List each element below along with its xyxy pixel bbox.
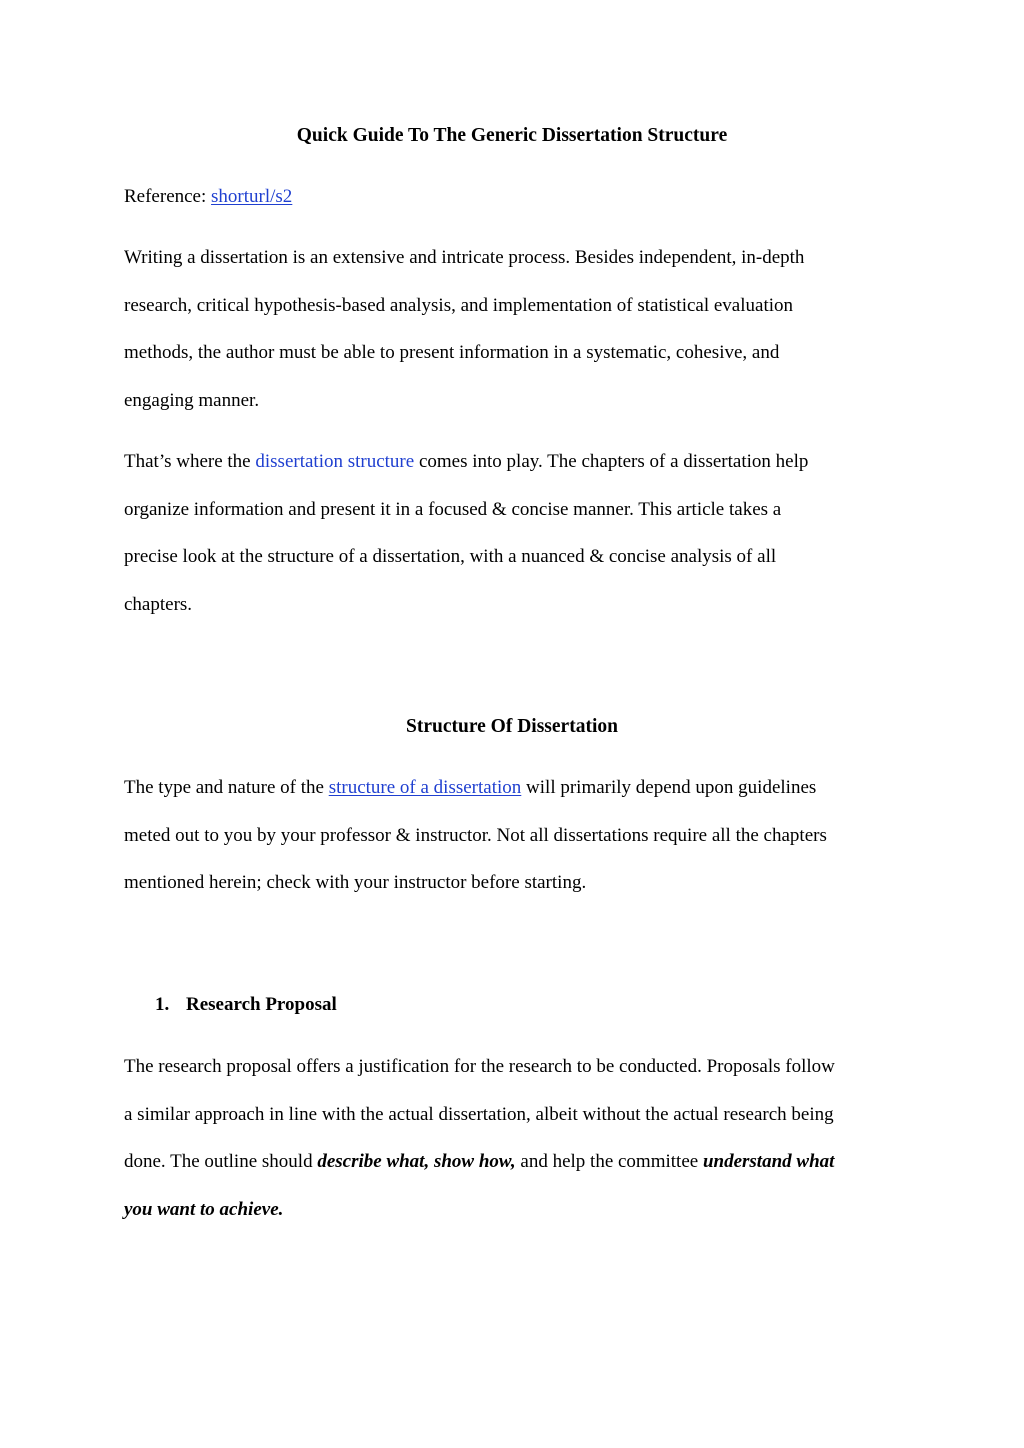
section-heading-text: Research Proposal bbox=[186, 994, 337, 1015]
emphasis-describe-what: describe what, show how, bbox=[317, 1151, 516, 1173]
emphasis-achieve: you want to achieve. bbox=[124, 1198, 284, 1220]
second-line-2: organize information and present it in a focused & concise manner. This article takes a bbox=[124, 498, 782, 520]
structure-line-3: mentioned herein; check with your instructor before starting. bbox=[124, 872, 587, 894]
intro-line-3: methods, the author must be able to present information in a systematic, cohesive, and bbox=[124, 342, 780, 364]
proposal-line-3-middle: and help the committee bbox=[515, 1151, 703, 1173]
proposal-paragraph bbox=[124, 1043, 904, 1233]
section-heading: Structure Of Dissertation bbox=[406, 716, 618, 737]
proposal-line-3 bbox=[124, 1138, 904, 1186]
proposal-line-4 bbox=[124, 1186, 904, 1234]
proposal-line-2: a similar approach in line with the actual dissertation, albeit without the actual research being bbox=[124, 1103, 834, 1125]
reference-label: Reference: bbox=[124, 186, 212, 207]
structure-line-1 bbox=[124, 764, 904, 812]
reference-link[interactable]: shorturl/s2 bbox=[211, 186, 293, 207]
reference-line bbox=[124, 185, 292, 209]
emphasis-understand-what: understand what bbox=[702, 1151, 835, 1173]
proposal-line-1: The research proposal offers a justification for the research to be conducted. Proposals follow bbox=[124, 1056, 835, 1077]
second-line-1-start: That’s where the bbox=[124, 451, 256, 472]
dissertation-structure-link[interactable]: dissertation structure bbox=[255, 451, 415, 472]
structure-paragraph bbox=[124, 764, 904, 907]
document-title: Quick Guide To The Generic Dissertation Structure bbox=[296, 125, 728, 146]
second-line-1 bbox=[124, 438, 904, 486]
section-number: 1. bbox=[155, 994, 170, 1015]
structure-line-1-end: will primarily depend upon guidelines bbox=[521, 777, 817, 798]
proposal-line-3-start: done. The outline should bbox=[124, 1151, 318, 1173]
numbered-section-heading bbox=[155, 993, 337, 1017]
structure-line-2: meted out to you by your professor & instructor. Not all dissertations require all the chapters bbox=[124, 824, 827, 846]
structure-line-1-start: The type and nature of the bbox=[124, 777, 329, 798]
intro-line-4: engaging manner. bbox=[124, 389, 260, 411]
second-line-1-end: comes into play. The chapters of a dissertation help bbox=[414, 451, 809, 472]
second-line-4: chapters. bbox=[124, 593, 193, 615]
structure-of-dissertation-link[interactable]: structure of a dissertation bbox=[328, 777, 522, 798]
intro-line-1: Writing a dissertation is an extensive and intricate process. Besides independent, in-depth bbox=[124, 247, 805, 268]
intro-paragraph bbox=[124, 234, 904, 424]
second-paragraph bbox=[124, 438, 904, 628]
second-line-3: precise look at the structure of a dissertation, with a nuanced & concise analysis of all bbox=[124, 546, 777, 568]
intro-line-2: research, critical hypothesis-based analysis, and implementation of statistical evaluation bbox=[124, 294, 794, 316]
